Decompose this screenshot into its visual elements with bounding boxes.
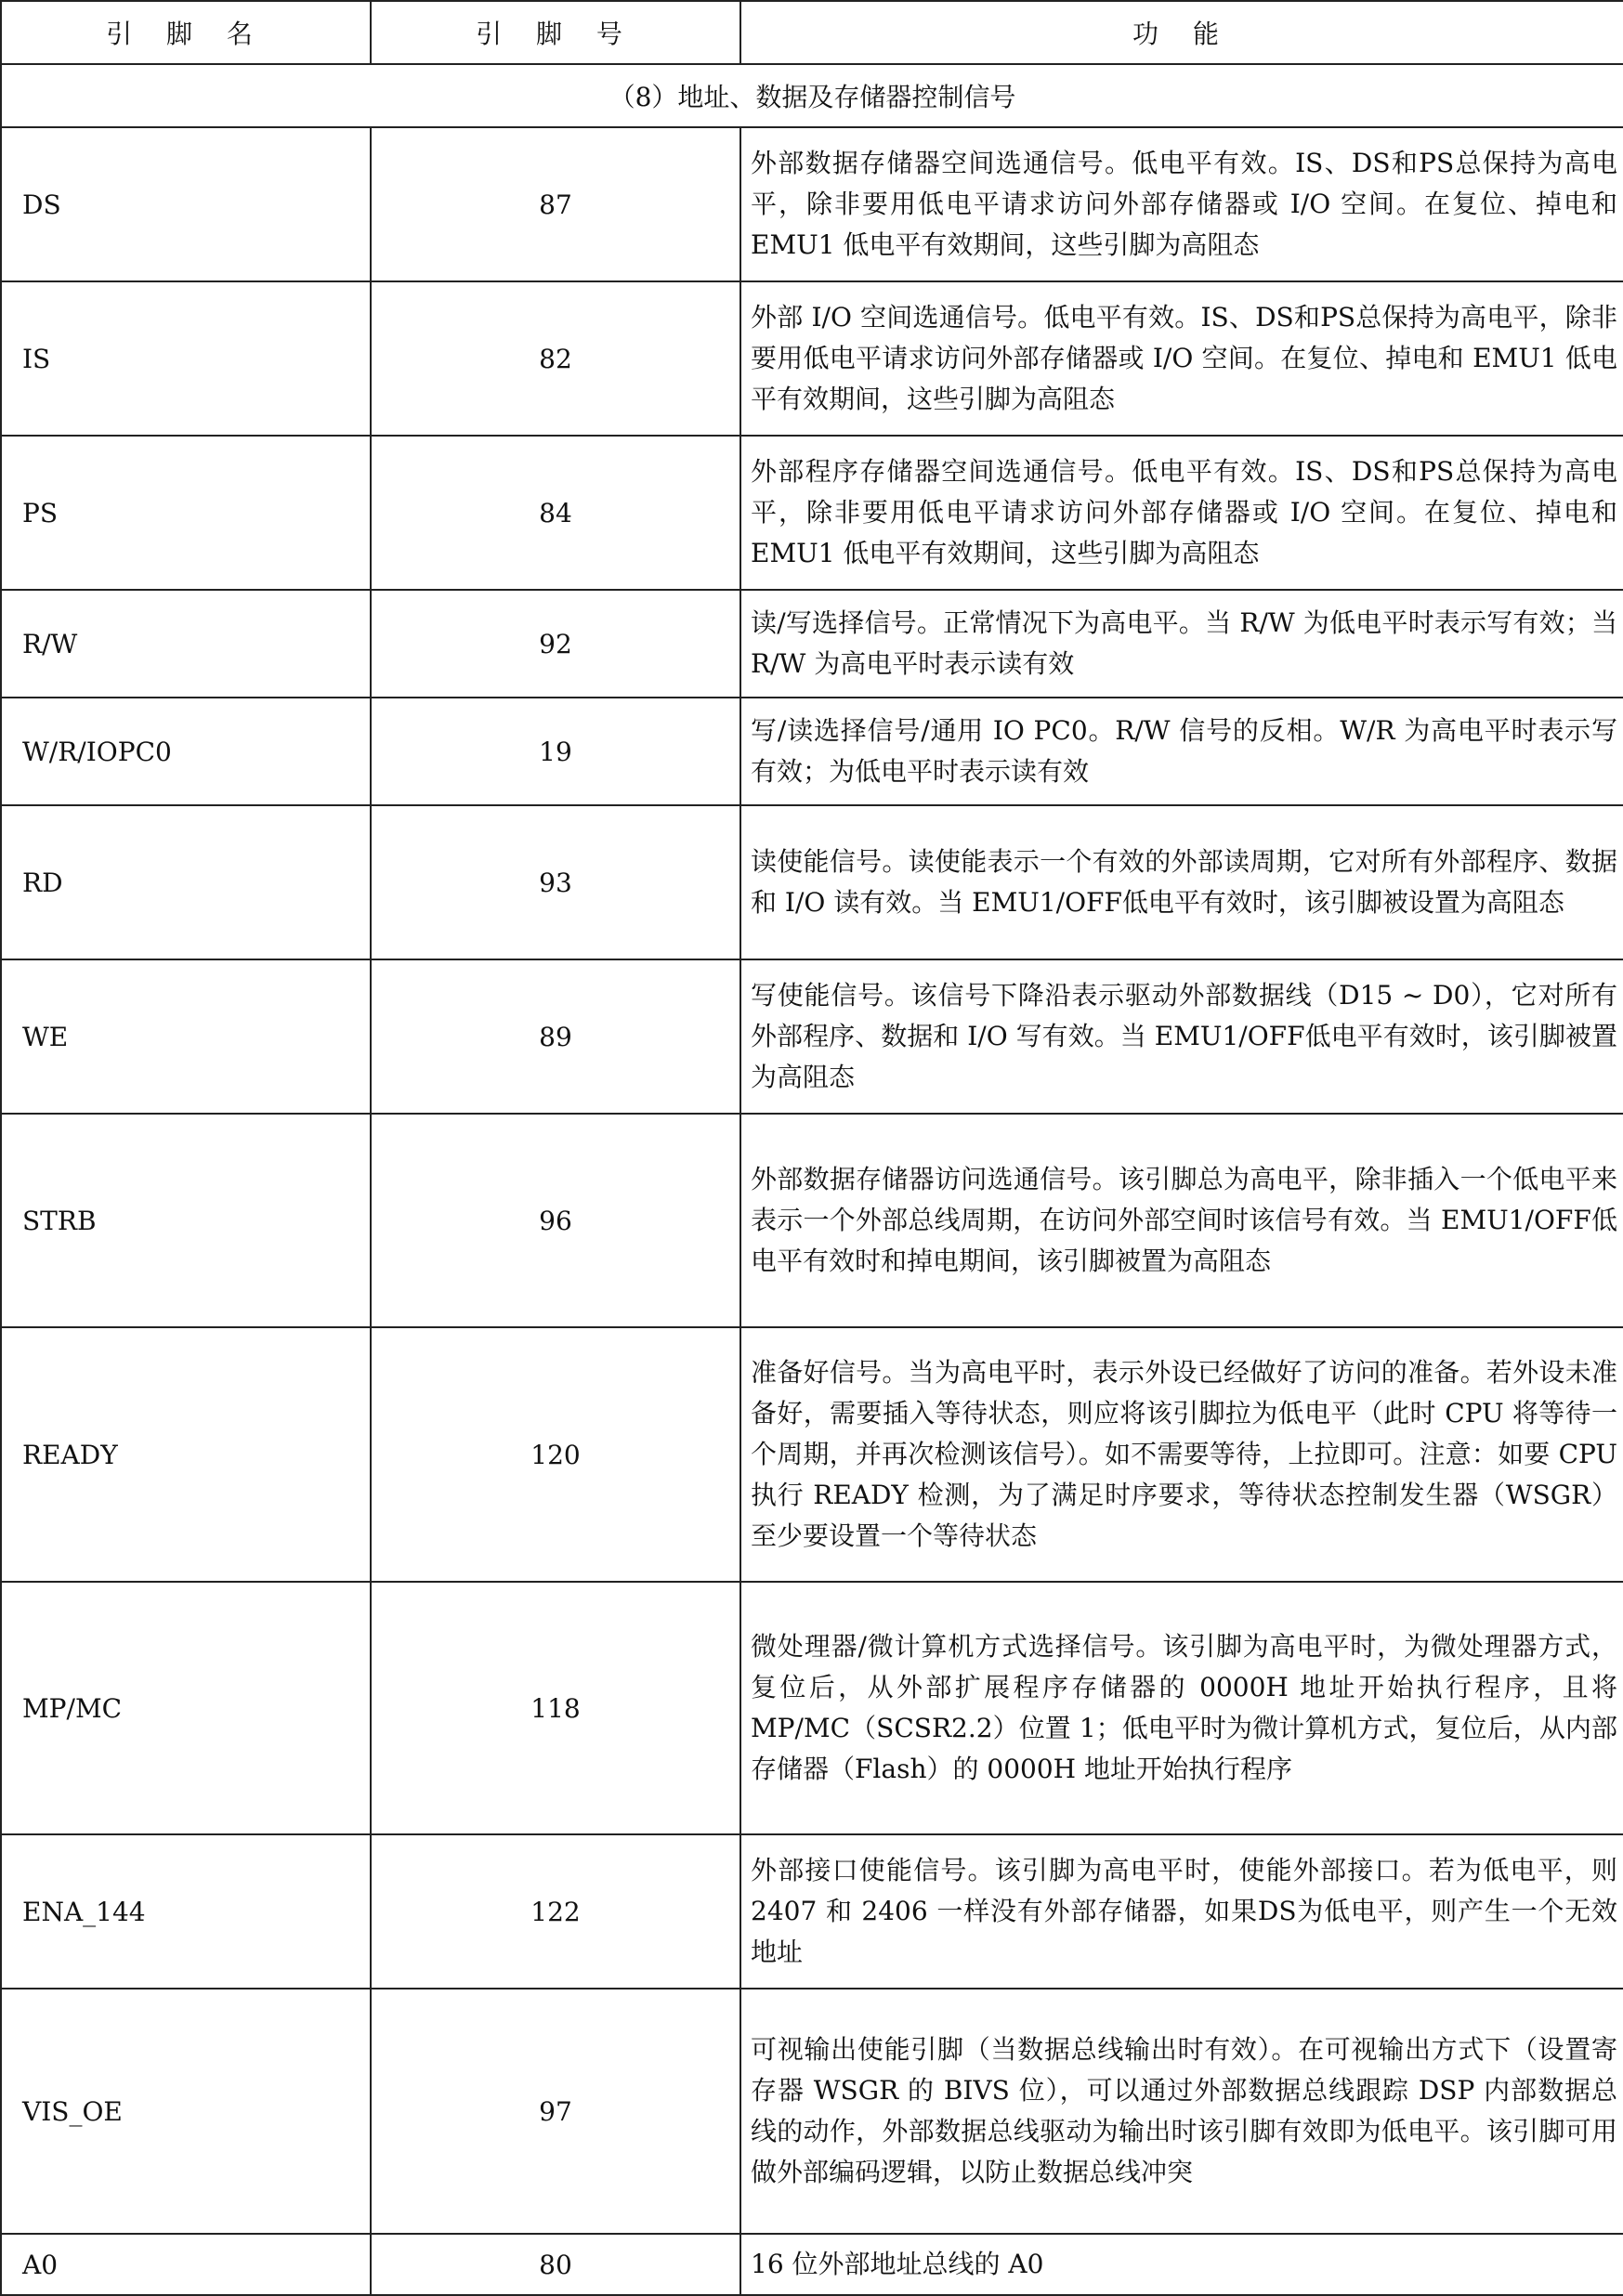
pin-name: ENA_144 bbox=[1, 1834, 371, 1989]
pin-number: 87 bbox=[371, 127, 740, 281]
pin-number: 120 bbox=[371, 1327, 740, 1582]
table-row bbox=[1, 127, 1623, 281]
pin-number: 92 bbox=[371, 590, 740, 698]
table-row bbox=[1, 698, 1623, 805]
pin-name: VIS_OE bbox=[1, 1989, 371, 2234]
pin-function: 外部数据存储器访问选通信号。该引脚总为高电平，除非插入一个低电平来表示一个外部总线周期，在访问外部空间时该信号有效。当 EMU1/OFF低电平有效时和掉电期间，该引脚被置为高阻态 bbox=[740, 1114, 1623, 1327]
section-row bbox=[1, 64, 1623, 127]
table-row bbox=[1, 1834, 1623, 1989]
table-row bbox=[1, 1327, 1623, 1582]
pin-number: 96 bbox=[371, 1114, 740, 1327]
section-title: （8）地址、数据及存储器控制信号 bbox=[1, 64, 1623, 127]
pin-number: 82 bbox=[371, 281, 740, 436]
pin-name: IS bbox=[1, 281, 371, 436]
pin-function: 准备好信号。当为高电平时，表示外设已经做好了访问的准备。若外设未准备好，需要插入等待状态，则应将该引脚拉为低电平（此时 CPU 将等待一个周期，并再次检测该信号）。如不需要等待，上拉即可。注意：如要 CPU 执行 READY 检测，为了满足时序要求，等待状态控制发生器（WSGR）至少要设置一个等待状态 bbox=[740, 1327, 1623, 1582]
table-row bbox=[1, 959, 1623, 1114]
table-row bbox=[1, 2234, 1623, 2295]
pin-function: 微处理器/微计算机方式选择信号。该引脚为高电平时，为微处理器方式，复位后，从外部扩展程序存储器的 0000H 地址开始执行程序，且将 MP/MC（SCSR2.2）位置 1；低电平时为微计算机方式，复位后，从内部存储器（Flash）的 0000H 地址开始执行程序 bbox=[740, 1582, 1623, 1834]
pin-name: WE bbox=[1, 959, 371, 1114]
pin-name: MP/MC bbox=[1, 1582, 371, 1834]
pin-name: DS bbox=[1, 127, 371, 281]
pin-function: 外部接口使能信号。该引脚为高电平时，使能外部接口。若为低电平，则 2407 和 2406 一样没有外部存储器，如果DS为低电平，则产生一个无效地址 bbox=[740, 1834, 1623, 1989]
pin-number: 97 bbox=[371, 1989, 740, 2234]
pin-name: PS bbox=[1, 436, 371, 590]
header-pin-name: 引 脚 名 bbox=[1, 1, 371, 64]
pin-name: A0 bbox=[1, 2234, 371, 2295]
table-row bbox=[1, 436, 1623, 590]
table-row bbox=[1, 1989, 1623, 2234]
pin-number: 19 bbox=[371, 698, 740, 805]
pin-number: 80 bbox=[371, 2234, 740, 2295]
pin-function: 写/读选择信号/通用 IO PC0。R/W 信号的反相。W/R 为高电平时表示写有效；为低电平时表示读有效 bbox=[740, 698, 1623, 805]
pin-function: 可视输出使能引脚（当数据总线输出时有效）。在可视输出方式下（设置寄存器 WSGR 的 BIVS 位），可以通过外部数据总线跟踪 DSP 内部数据总线的动作，外部数据总线驱动为输出时该引脚有效即为低电平。该引脚可用做外部编码逻辑，以防止数据总线冲突 bbox=[740, 1989, 1623, 2234]
table-row bbox=[1, 590, 1623, 698]
pin-name: W/R/IOPC0 bbox=[1, 698, 371, 805]
pin-name: RD bbox=[1, 805, 371, 959]
pin-number: 93 bbox=[371, 805, 740, 959]
pin-name: READY bbox=[1, 1327, 371, 1582]
pin-function: 读/写选择信号。正常情况下为高电平。当 R/W 为低电平时表示写有效；当 R/W 为高电平时表示读有效 bbox=[740, 590, 1623, 698]
pin-function: 写使能信号。该信号下降沿表示驱动外部数据线（D15 ~ D0），它对所有外部程序、数据和 I/O 写有效。当 EMU1/OFF低电平有效时，该引脚被置为高阻态 bbox=[740, 959, 1623, 1114]
pin-function: 读使能信号。读使能表示一个有效的外部读周期，它对所有外部程序、数据和 I/O 读有效。当 EMU1/OFF低电平有效时，该引脚被设置为高阻态 bbox=[740, 805, 1623, 959]
pin-function: 外部数据存储器空间选通信号。低电平有效。IS、DS和PS总保持为高电平，除非要用低电平请求访问外部存储器或 I/O 空间。在复位、掉电和 EMU1 低电平有效期间，这些引脚为高阻态 bbox=[740, 127, 1623, 281]
table-row bbox=[1, 1114, 1623, 1327]
pin-function: 16 位外部地址总线的 A0 bbox=[740, 2234, 1623, 2295]
pin-number: 118 bbox=[371, 1582, 740, 1834]
pin-name: STRB bbox=[1, 1114, 371, 1327]
pin-number: 84 bbox=[371, 436, 740, 590]
table-row bbox=[1, 281, 1623, 436]
table-row bbox=[1, 1582, 1623, 1834]
pin-number: 122 bbox=[371, 1834, 740, 1989]
pin-function: 外部 I/O 空间选通信号。低电平有效。IS、DS和PS总保持为高电平，除非要用低电平请求访问外部存储器或 I/O 空间。在复位、掉电和 EMU1 低电平有效期间，这些引脚为高阻态 bbox=[740, 281, 1623, 436]
header-row bbox=[1, 1, 1623, 64]
pin-name: R/W bbox=[1, 590, 371, 698]
table-row bbox=[1, 805, 1623, 959]
header-function: 功 能 bbox=[740, 1, 1623, 64]
pin-function: 外部程序存储器空间选通信号。低电平有效。IS、DS和PS总保持为高电平，除非要用低电平请求访问外部存储器或 I/O 空间。在复位、掉电和 EMU1 低电平有效期间，这些引脚为高阻态 bbox=[740, 436, 1623, 590]
pin-number: 89 bbox=[371, 959, 740, 1114]
header-pin-number: 引 脚 号 bbox=[371, 1, 740, 64]
